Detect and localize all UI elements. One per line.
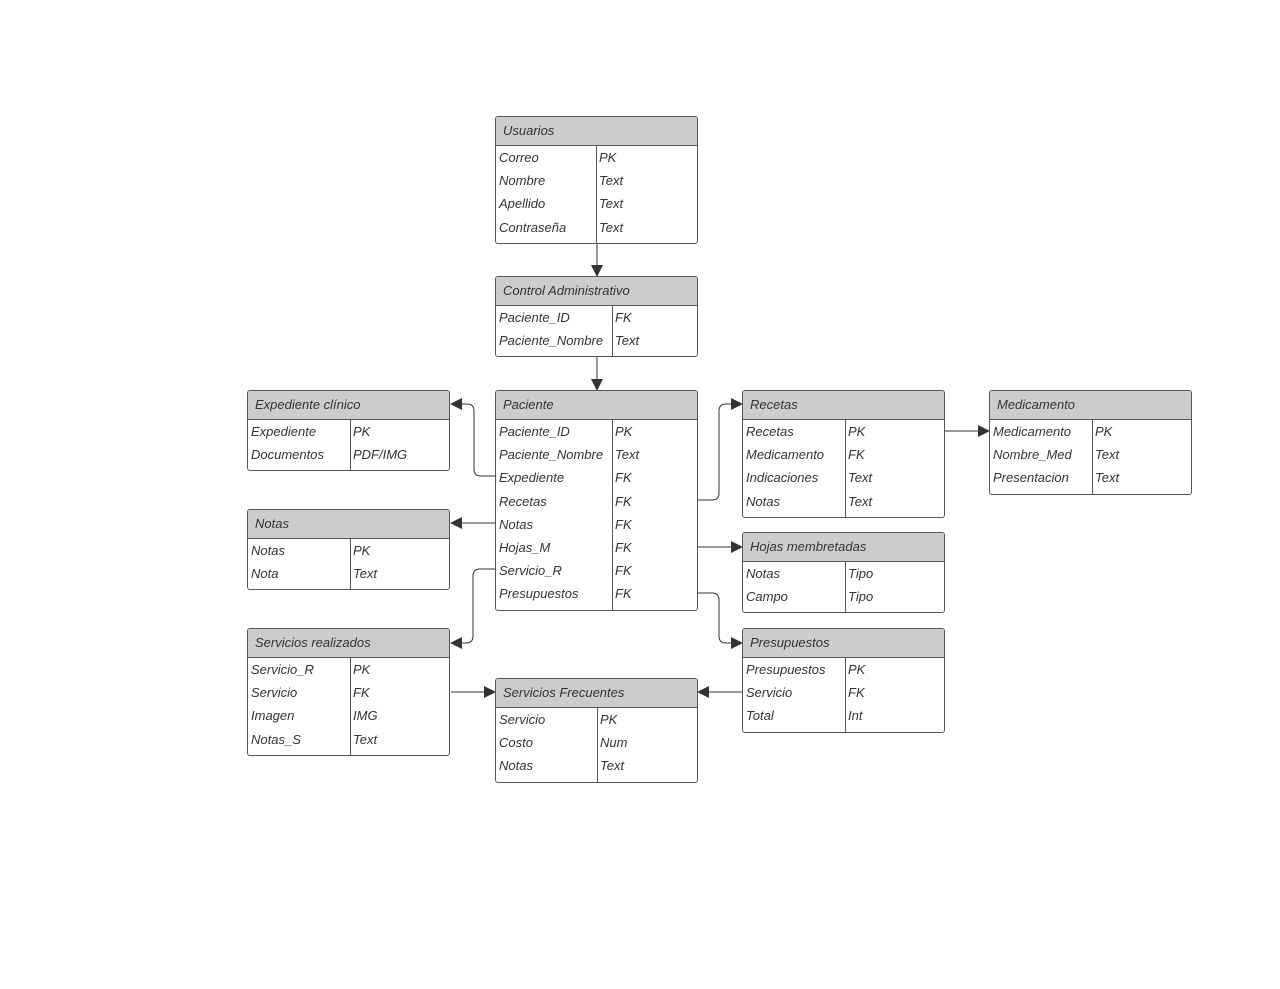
field-type: PK [353, 543, 371, 558]
field-name: Notas [251, 543, 285, 558]
field-type: Text [1095, 470, 1120, 486]
field-name: Documentos [251, 447, 324, 463]
field-type: Tipo [848, 589, 874, 605]
field-type: PK [600, 712, 618, 727]
field-row [248, 422, 449, 445]
entity-title: Hojas membretadas [743, 533, 944, 562]
entity-medicamento[interactable] [989, 390, 1192, 495]
entity-title: Recetas [743, 391, 944, 420]
entity-servicios-frecuentes[interactable] [495, 678, 698, 783]
field-row [496, 492, 697, 515]
entity-fields [496, 420, 697, 610]
field-name: Paciente_ID [499, 310, 570, 325]
field-type: IMG [353, 708, 378, 724]
entity-title: Notas [248, 510, 449, 539]
field-type: Num [600, 735, 628, 751]
field-row [743, 706, 944, 729]
field-name: Correo [499, 150, 539, 165]
field-row [743, 683, 944, 706]
entity-servicios-realizados[interactable] [247, 628, 450, 756]
field-name: Costo [499, 735, 533, 751]
field-type: Text [1095, 447, 1120, 463]
field-type: Text [599, 219, 624, 235]
connector-paciente-to-servicios-realizados [451, 569, 495, 643]
field-row [496, 422, 697, 445]
entity-fields [248, 658, 449, 755]
field-name: Servicio_R [499, 563, 562, 579]
field-name: Nombre_Med [993, 447, 1072, 463]
entity-title: Control Administrativo [496, 277, 697, 306]
field-row [496, 538, 697, 561]
field-type: Text [848, 493, 873, 509]
field-row [496, 515, 697, 538]
field-row [743, 422, 944, 445]
field-type: PDF/IMG [353, 447, 408, 463]
field-type: PK [615, 424, 633, 439]
field-row [990, 468, 1191, 491]
entity-fields [248, 539, 449, 589]
field-name: Nota [251, 566, 279, 582]
entity-fields [743, 658, 944, 732]
field-type: Text [600, 758, 625, 774]
field-name: Paciente_ID [499, 424, 570, 439]
field-row [248, 706, 449, 729]
field-row [248, 660, 449, 683]
field-name: Expediente [499, 470, 565, 486]
entity-title: Usuarios [496, 117, 697, 146]
field-row [743, 587, 944, 610]
field-row [248, 564, 449, 587]
field-type: Int [848, 708, 863, 724]
field-row [496, 561, 697, 584]
entity-fields [496, 708, 697, 782]
field-name: Apellido [499, 196, 546, 212]
field-row [496, 445, 697, 468]
entity-fields [496, 146, 697, 243]
entity-usuarios[interactable] [495, 116, 698, 244]
field-name: Presentacion [993, 470, 1069, 486]
entity-control-administrativo[interactable] [495, 276, 698, 357]
field-type: FK [848, 447, 865, 463]
field-type: PK [848, 662, 866, 677]
field-name: Nombre [499, 173, 546, 189]
field-type: Text [353, 731, 378, 747]
field-row [743, 492, 944, 515]
field-name: Notas [746, 493, 780, 509]
entity-expediente-clinico[interactable] [247, 390, 450, 471]
field-row [496, 584, 697, 607]
field-name: Servicio [746, 685, 793, 701]
entity-fields [743, 562, 944, 612]
field-row [743, 468, 944, 491]
field-row [248, 683, 449, 706]
field-type: FK [615, 310, 632, 325]
field-name: Servicio [499, 712, 546, 727]
field-type: FK [615, 539, 632, 555]
field-name: Medicamento [993, 424, 1072, 439]
field-row [496, 733, 697, 756]
field-type: FK [615, 493, 632, 509]
field-row [743, 445, 944, 468]
field-name: Notas [499, 758, 533, 774]
entity-fields [248, 420, 449, 470]
field-row [496, 331, 697, 354]
entity-fields [743, 420, 944, 517]
field-row [496, 710, 697, 733]
entity-title: Medicamento [990, 391, 1191, 420]
field-name: Paciente_Nombre [499, 333, 604, 349]
field-row [248, 445, 449, 468]
entity-fields [496, 306, 697, 356]
field-row [743, 564, 944, 587]
field-type: FK [615, 563, 632, 579]
field-type: FK [353, 685, 370, 701]
field-type: Text [599, 173, 624, 189]
field-type: Text [615, 447, 640, 463]
field-row [990, 422, 1191, 445]
field-row [743, 660, 944, 683]
field-name: Imagen [251, 708, 295, 724]
connector-paciente-to-presupuestos [698, 593, 742, 643]
field-type: Text [353, 566, 378, 582]
field-name: Servicio_R [251, 662, 314, 677]
field-type: FK [615, 586, 632, 602]
field-row [496, 148, 697, 171]
field-name: Indicaciones [746, 470, 819, 486]
entity-title: Paciente [496, 391, 697, 420]
field-name: Contraseña [499, 219, 567, 235]
connector-paciente-to-expediente-clinico [451, 404, 495, 476]
field-name: Presupuestos [746, 662, 826, 677]
field-type: Tipo [848, 566, 874, 581]
field-row [248, 541, 449, 564]
field-row [496, 171, 697, 194]
field-row [496, 218, 697, 241]
field-type: Text [848, 470, 873, 486]
field-type: PK [353, 662, 371, 677]
field-type: PK [353, 424, 371, 439]
field-type: FK [615, 470, 632, 486]
entity-hojas-membretadas[interactable] [742, 532, 945, 613]
field-name: Servicio [251, 685, 298, 701]
field-row [496, 308, 697, 331]
field-row [248, 730, 449, 753]
entity-recetas[interactable] [742, 390, 945, 518]
field-name: Paciente_Nombre [499, 447, 604, 463]
field-type: Text [599, 196, 624, 212]
field-name: Total [746, 708, 774, 724]
field-name: Notas [499, 516, 533, 532]
entity-notas[interactable] [247, 509, 450, 590]
field-type: FK [615, 516, 632, 532]
field-name: Hojas_M [499, 539, 551, 555]
field-row [496, 194, 697, 217]
field-row [496, 468, 697, 491]
field-name: Expediente [251, 424, 317, 439]
entity-presupuestos[interactable] [742, 628, 945, 733]
field-type: PK [1095, 424, 1113, 439]
entity-title: Servicios realizados [248, 629, 449, 658]
field-name: Notas_S [251, 731, 301, 747]
field-name: Presupuestos [499, 586, 579, 602]
field-name: Recetas [746, 424, 794, 439]
field-name: Medicamento [746, 447, 825, 463]
field-type: Text [615, 333, 640, 349]
field-name: Recetas [499, 493, 547, 509]
field-type: FK [848, 685, 865, 701]
field-name: Campo [746, 589, 788, 605]
field-name: Notas [746, 566, 780, 581]
entity-title: Expediente clínico [248, 391, 449, 420]
connector-paciente-to-recetas [698, 404, 742, 500]
entity-title: Servicios Frecuentes [496, 679, 697, 708]
entity-paciente[interactable] [495, 390, 698, 611]
field-type: PK [848, 424, 866, 439]
entity-title: Presupuestos [743, 629, 944, 658]
field-row [990, 445, 1191, 468]
field-type: PK [599, 150, 617, 165]
entity-fields [990, 420, 1191, 494]
field-row [496, 756, 697, 779]
